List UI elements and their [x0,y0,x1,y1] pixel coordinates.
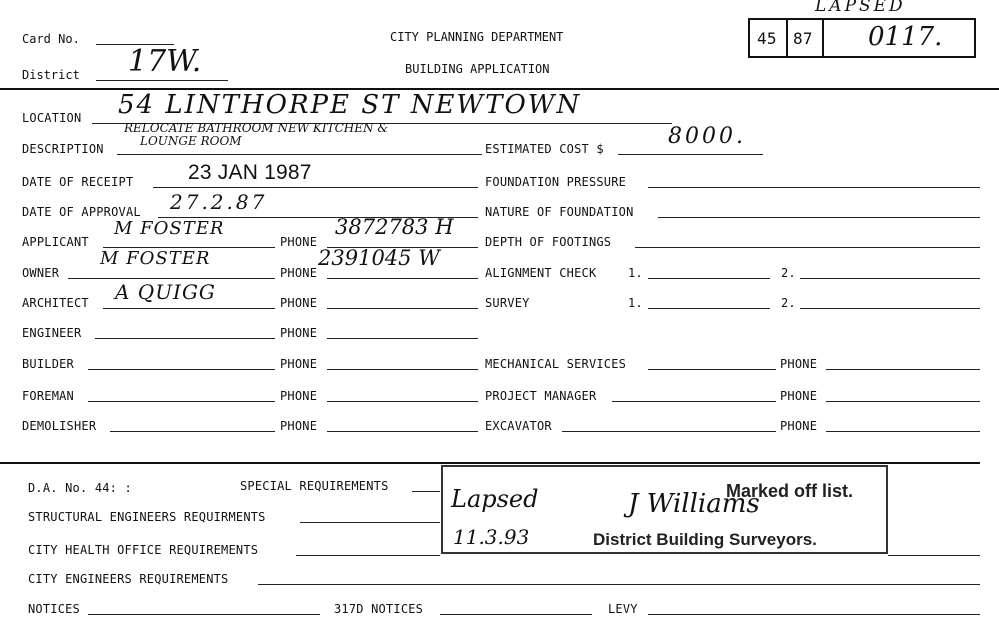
estimated-cost-label: ESTIMATED COST $ [485,142,604,156]
city-engineers-label: CITY ENGINEERS REQUIREMENTS [28,572,229,586]
depth-label: DEPTH OF FOOTINGS [485,235,612,249]
builder-phone-line [327,369,478,370]
card-box-divider-2 [822,20,824,56]
city-engineers-line [258,584,980,585]
da-label: D.A. No. 44: : [28,481,132,495]
district-label: District [22,68,80,82]
mechanical-phone-line [826,369,980,370]
survey-line2 [800,308,980,309]
alignment-num2: 2. [781,266,796,280]
owner-phone-value: 2391045 W [318,246,440,270]
notices-line [88,614,320,615]
survey-num1: 1. [628,296,643,310]
receipt-value: 23 JAN 1987 [188,161,312,184]
health-office-line [296,555,440,556]
receipt-label: DATE OF RECEIPT [22,175,134,189]
health-office-line-right [888,555,980,556]
card-box-part1: 45 [757,29,777,48]
owner-line [68,278,275,279]
mechanical-phone-label: PHONE [780,357,818,371]
district-line [96,80,228,81]
nature-line [658,217,980,218]
excavator-phone-line [826,431,980,432]
mechanical-label: MECHANICAL SERVICES [485,357,627,371]
nature-label: NATURE OF FOUNDATION [485,205,634,219]
estimated-cost-value: 8000. [668,124,746,149]
location-label: LOCATION [22,111,82,125]
district-value: 17W. [128,44,202,79]
levy-label: LEVY [608,602,638,616]
builder-line [88,369,275,370]
excavator-line [562,431,776,432]
foundation-pressure-line [648,187,980,188]
engineer-phone-label: PHONE [280,326,318,340]
alignment-label: ALIGNMENT CHECK [485,266,597,280]
marked-off-text: Marked off list. [726,481,854,501]
district-surveyors-text: District Building Surveyors. [593,530,817,549]
owner-phone-label: PHONE [280,266,318,280]
alignment-line2 [800,278,980,279]
receipt-line [153,187,478,188]
project-manager-phone-line [826,401,980,402]
estimated-cost-line [618,154,763,155]
health-office-label: CITY HEALTH OFFICE REQUIREMENTS [28,543,259,557]
foreman-line [88,401,275,402]
survey-label: SURVEY [485,296,530,310]
department-title: CITY PLANNING DEPARTMENT [390,30,564,44]
footer-divider [0,462,980,464]
notices-317d-line [440,614,592,615]
applicant-phone-label: PHONE [280,235,318,249]
owner-value: M FOSTER [100,248,211,269]
location-value: 54 LINTHORPE ST NEWTOWN [118,90,582,120]
applicant-label: APPLICANT [22,235,89,249]
lapsed-date: 11.3.93 [453,525,530,549]
card-box-divider-1 [786,20,788,56]
notices-label: NOTICES [28,602,80,616]
project-manager-label: PROJECT MANAGER [485,389,597,403]
architect-phone-label: PHONE [280,296,318,310]
approval-label: DATE OF APPROVAL [22,205,141,219]
demolisher-phone-line [327,431,478,432]
structural-line [300,522,440,523]
architect-line [103,308,275,309]
mechanical-line [648,369,776,370]
alignment-num1: 1. [628,266,643,280]
demolisher-label: DEMOLISHER [22,419,97,433]
notices-317d-label: 317D NOTICES [334,602,424,616]
lapsed-stamp [441,465,888,554]
owner-phone-line [327,278,478,279]
card-number-box [748,18,976,58]
demolisher-phone-label: PHONE [280,419,318,433]
form-title: BUILDING APPLICATION [405,62,550,76]
architect-value: A QUIGG [115,280,216,304]
alignment-line1 [648,278,770,279]
foreman-label: FOREMAN [22,389,74,403]
description-label: DESCRIPTION [22,142,104,156]
card-no-label: Card No. [22,32,80,46]
description-line2: LOUNGE ROOM [140,134,242,148]
approval-value: 27.2.87 [170,190,268,214]
demolisher-line [110,431,275,432]
engineer-phone-line [327,338,478,339]
excavator-label: EXCAVATOR [485,419,552,433]
special-requirements-line [412,491,440,492]
structural-label: STRUCTURAL ENGINEERS REQUIRMENTS [28,510,266,524]
foundation-pressure-label: FOUNDATION PRESSURE [485,175,627,189]
builder-phone-label: PHONE [280,357,318,371]
architect-label: ARCHITECT [22,296,89,310]
builder-label: BUILDER [22,357,74,371]
project-manager-phone-label: PHONE [780,389,818,403]
excavator-phone-label: PHONE [780,419,818,433]
signature: J Williams [628,489,760,519]
survey-line1 [648,308,770,309]
foreman-phone-label: PHONE [280,389,318,403]
lapsed-note: LAPSED [815,0,906,16]
applicant-phone-value: 3872783 H [335,215,454,239]
special-requirements-label: SPECIAL REQUIREMENTS [240,479,389,493]
depth-line [635,247,980,248]
lapsed-handwritten: Lapsed [451,485,539,513]
card-box-part3: 0117. [868,22,943,52]
architect-phone-line [327,308,478,309]
foreman-phone-line [327,401,478,402]
owner-label: OWNER [22,266,60,280]
engineer-label: ENGINEER [22,326,82,340]
applicant-value: M FOSTER [114,218,225,239]
survey-num2: 2. [781,296,796,310]
levy-line [648,614,980,615]
description-line1: RELOCATE BATHROOM NEW KITCHEN & [124,121,388,135]
project-manager-line [612,401,776,402]
engineer-line [95,338,275,339]
description-line [117,154,482,155]
card-box-part2: 87 [793,29,813,48]
